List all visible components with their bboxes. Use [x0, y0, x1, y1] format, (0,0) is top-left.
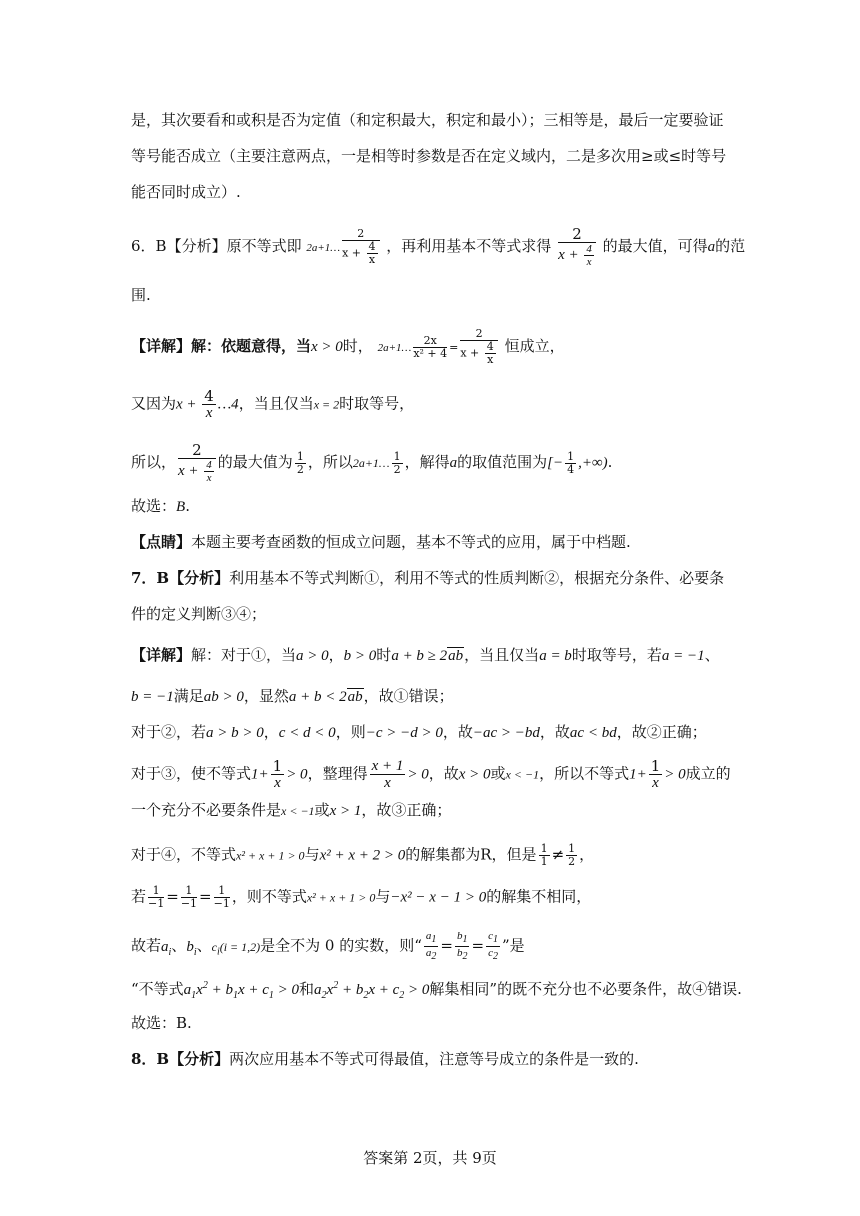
text-line	[131, 532, 732, 552]
q6-detail: 【详解】解：依题意得，当x > 0时， 2a+1… $\frac{2x}{\text{x² + 4}}$ = 2 x + $\frac{4}{x}$ 恒成立，	[131, 327, 565, 366]
text: 【点睛】	[131, 533, 192, 551]
text: 又因为	[131, 394, 177, 413]
text: 的范	[715, 237, 746, 255]
text-line: 若 $\frac{1}{-1}$ = $\frac{1}{-1}$ = $\frac{1}{-1}$ ，则不等式x² + x + 1 > 0与−x² − x − 1 > 0的解集不相同，	[131, 884, 592, 910]
text-line: 故若$a_i$、$b_i$、$c_i(i = 1,2)$是全不为 0 的实数，则“ $\frac{a1}{a2}$ = $\frac{b1}{b2}$ = $\frac{c1}{c2}$ ”是	[131, 930, 525, 963]
text-line: 故选：B.	[131, 497, 190, 515]
text-line	[131, 182, 732, 202]
text: 所以，	[131, 453, 177, 471]
text: 7．B【分析】	[131, 569, 230, 587]
text-line	[131, 146, 732, 166]
text-line	[131, 604, 732, 624]
text: 若	[131, 887, 147, 906]
text: 时	[376, 646, 392, 664]
text: 时取等号，	[339, 394, 415, 413]
text-line	[131, 1049, 732, 1069]
text: ，则	[335, 723, 366, 741]
math-fraction: $\frac{1}{2}$	[393, 449, 401, 476]
text-line: 所以， 2 x + $\frac{4}{x}$ 的最大值为 $\frac{1}{2}$ ，所以2a+1… $\frac{1}{2}$ ，解得a的取值范围为[− $\frac{1}{4}$ ,+∞).	[131, 441, 613, 484]
text: 时，	[342, 337, 373, 355]
text: ，故	[428, 764, 459, 783]
text: 围.	[131, 286, 151, 304]
math-expr: x > 0	[311, 339, 343, 355]
text-line: 【详解】解：对于①，当a > 0，b > 0时a + b ≥ 2ab，当且仅当a = b时取等号，若a = −1、	[131, 646, 720, 664]
text: 6．B【分析】原不等式即	[131, 237, 302, 255]
text: 一个充分不必要条件是	[131, 801, 282, 819]
math-fraction: $\frac{4}{x}$	[204, 387, 214, 421]
text: ，所以不等式	[539, 764, 630, 783]
text: 或	[490, 764, 506, 783]
text-line: 对于④，不等式x² + x + 1 > 0与x² + x + 2 > 0的解集都为R，但是 $\frac{1}{1}$ ≠ $\frac{1}{2}$ ，	[131, 842, 595, 868]
math-fraction: $\frac{1}{-1}$	[148, 884, 165, 910]
text: 件的定义判断③④；	[131, 605, 267, 623]
text: 是，其次要看和或积是否为定值（和定积最大，积定和最小）；三相等是，最后一定要验证	[131, 111, 724, 129]
text-line: 对于②，若a > b > 0，c < d < 0，则−c > −d > 0，故−ac > −bd，故ac < bd，故②正确；	[131, 723, 707, 741]
text-line: 对于③，使不等式1+ $\frac{1}{x}$ > 0，整理得 $\frac{x + 1}{x}$ > 0，故x > 0或x < −1，所以不等式1+ $\frac{1}{x}$ > 0成立的	[131, 757, 731, 791]
math-fraction: 2 x + $\frac{4}{x}$	[460, 328, 497, 366]
text: ，当且仅当	[238, 394, 314, 413]
text: 的最大值，可得	[602, 237, 708, 255]
text: ，则不等式	[231, 887, 307, 906]
text: 两次应用基本不等式可得最值，注意等号成立的条件是一致的.	[229, 1050, 639, 1068]
math-fraction: $\frac{c1}{c2}$	[488, 930, 498, 963]
text: ，解得	[404, 453, 450, 471]
text: 恒成立，	[504, 337, 565, 355]
math-expr: 2a+1…	[377, 342, 412, 354]
text-line	[131, 285, 732, 305]
text: ，显然	[243, 687, 289, 705]
math-fraction: $\frac{a1}{a2}$	[425, 930, 437, 963]
text: 【详解】	[131, 646, 192, 664]
text: 故选：B.	[131, 1014, 192, 1032]
text: 【详解】解：依题意得，当	[131, 337, 312, 355]
text-line	[131, 110, 732, 130]
math-fraction: $\frac{1}{1}$	[540, 842, 548, 868]
text: 对于④，不等式	[131, 845, 237, 864]
q6-analysis: 6．B【分析】原不等式即 2a+1… 2 x + $\frac{4}{x}$ ，再利用基本不等式求得 2 x + $\frac{4}{x}$ 的最大值，可得a的范	[131, 225, 746, 268]
text-line	[131, 568, 732, 588]
text: 本题主要考查函数的恒成立问题，基本不等式的应用，属于中档题.	[191, 533, 631, 551]
math-expr: [−	[547, 455, 564, 471]
text: 8．B【分析】	[131, 1050, 230, 1068]
text: ，故	[539, 723, 570, 741]
text-line: b = −1满足ab > 0，显然a + b < 2ab，故①错误；	[131, 687, 454, 705]
text: ，所以	[307, 453, 353, 471]
text: 等号能否成立（主要注意两点，一是相等时参数是否在定义域内，二是多次用≥或≤时等号	[131, 147, 727, 165]
text-line: 一个充分不必要条件是x < −1或x > 1，故③正确；	[131, 801, 452, 819]
text: 的取值范围为	[457, 453, 548, 471]
text: 成立的	[685, 764, 731, 783]
text: 或	[314, 801, 330, 819]
text: 对于②，若	[131, 723, 207, 741]
math-fraction: 2 x + $\frac{4}{x}$	[342, 228, 379, 266]
text-line: “不等式$a_1x^2 + b_1x + c_1 > 0$和$a_2x^2 + b_2x + c_2 > 0$解集相同”的既不充分也不必要条件，故④错误.	[131, 980, 742, 1001]
text: 解：对于①，当	[191, 646, 297, 664]
math-fraction: 2 x + $\frac{4}{x}$	[558, 226, 596, 268]
text: ，故①错误；	[363, 687, 454, 705]
math-fraction: $\frac{1}{-1}$	[213, 884, 230, 910]
text: 故选：	[131, 497, 177, 515]
math-fraction: $\frac{1}{x}$	[650, 757, 661, 791]
math-fraction: $\frac{x + 1}{x}$	[371, 758, 404, 791]
text: ”是	[501, 936, 525, 955]
text: 与	[375, 887, 391, 906]
text-line: 又因为x + $\frac{4}{x}$ …4，当且仅当x = 2时取等号，	[131, 387, 415, 421]
math-expr: 2a+1…	[306, 242, 341, 254]
text: 故若	[131, 936, 162, 955]
text: 利用基本不等式判断①，利用不等式的性质判断②，根据充分条件、必要条	[229, 569, 725, 587]
math-fraction: $\frac{1}{x}$	[272, 757, 283, 791]
math-fraction: $\frac{2x}{\text{x² + 4}}$	[413, 333, 448, 360]
text: ，故②正确；	[616, 723, 707, 741]
text: “不等式	[131, 980, 184, 998]
text: 的解集不相同，	[486, 887, 592, 906]
math-fraction: $\frac{1}{-1}$	[180, 884, 198, 910]
math-fraction: $\frac{1}{2}$	[296, 449, 304, 476]
text: 能否同时成立）.	[131, 183, 241, 201]
text: 的最大值为	[217, 453, 293, 471]
math-fraction: $\frac{1}{2}$	[568, 842, 576, 868]
text: 的解集都为R，但是	[405, 845, 537, 864]
text: 对于③，使不等式	[131, 764, 252, 783]
text: ，当且仅当	[464, 646, 540, 664]
text: 解集相同”的既不充分也不必要条件，故④错误.	[429, 980, 742, 998]
text: 是全不为 0 的实数，则“	[260, 936, 422, 955]
math-fraction: $\frac{b1}{b2}$	[456, 930, 468, 963]
text: ，整理得	[307, 764, 368, 783]
page-footer: 答案第 2页，共 9页	[363, 1149, 497, 1167]
text-line	[131, 1013, 732, 1033]
text: ，故③正确；	[361, 801, 452, 819]
text: 时取等号，若	[571, 646, 662, 664]
text: ，再利用基本不等式求得	[386, 237, 552, 255]
text: 和	[299, 980, 315, 998]
text: ，故	[442, 723, 473, 741]
text: 与	[304, 845, 320, 864]
math-fraction: $\frac{1}{4}$	[567, 449, 575, 476]
math-expr: x +	[176, 396, 201, 413]
text: 满足	[173, 687, 204, 705]
math-fraction: 2 x + $\frac{4}{x}$	[178, 442, 216, 484]
